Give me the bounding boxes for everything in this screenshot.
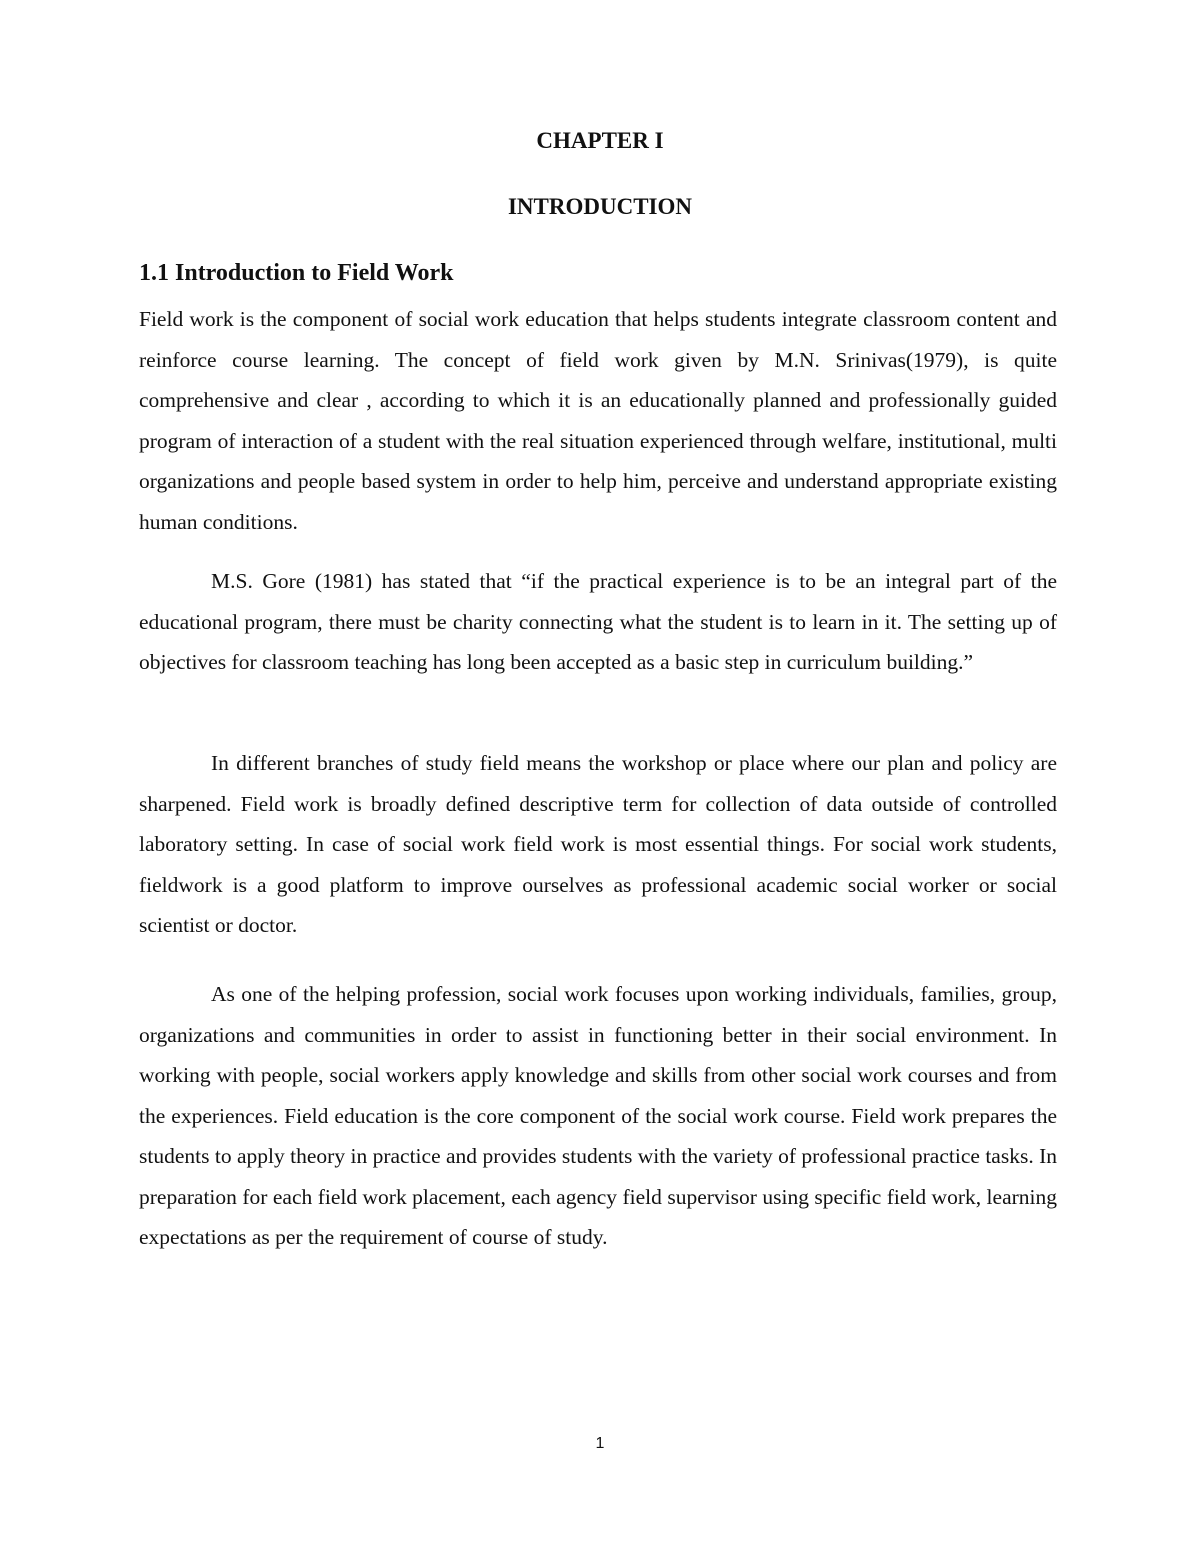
chapter-title: INTRODUCTION [507, 194, 693, 219]
page-number: 1 [595, 1435, 605, 1452]
body-paragraph: As one of the helping profession, social work focuses upon working individuals, families, group, organizations and communities in order to assist in functioning better in their social environment. In working with people, social workers apply knowledge and skills from other social work courses and from the experiences. Field education is the core component of the social work course. Field work prepares the students to apply theory in practice and provides students with the variety of professional practice tasks. In preparation for each field work placement, each agency field supervisor using specific field work, learning expectations as per the requirement of course of study. [139, 982, 1057, 1249]
body-paragraph: In different branches of study field means the workshop or place where our plan and policy are sharpened. Field work is broadly defined descriptive term for collection of data outside of controlled laboratory setting. In case of social work field work is most essential things. For social work students, fieldwork is a good platform to improve ourselves as professional academic social worker or social scientist or doctor. [139, 751, 1057, 937]
chapter-label: CHAPTER I [536, 128, 664, 153]
body-paragraph: M.S. Gore (1981) has stated that “if the practical experience is to be an integral part of the educational program, there must be charity connecting what the student is to learn in it. The setting up of objectives for classroom teaching has long been accepted as a basic step in curriculum building.” [139, 569, 1057, 674]
section-heading: 1.1 Introduction to Field Work [139, 260, 454, 286]
body-paragraph: Field work is the component of social work education that helps students integrate classroom content and reinforce course learning. The concept of field work given by M.N. Srinivas(1979), is quite comprehensive and clear , according to which it is an educationally planned and professionally guided program of interaction of a student with the real situation experienced through welfare, institutional, multi organizations and people based system in order to help him, perceive and understand appropriate existing human conditions. [139, 307, 1057, 534]
